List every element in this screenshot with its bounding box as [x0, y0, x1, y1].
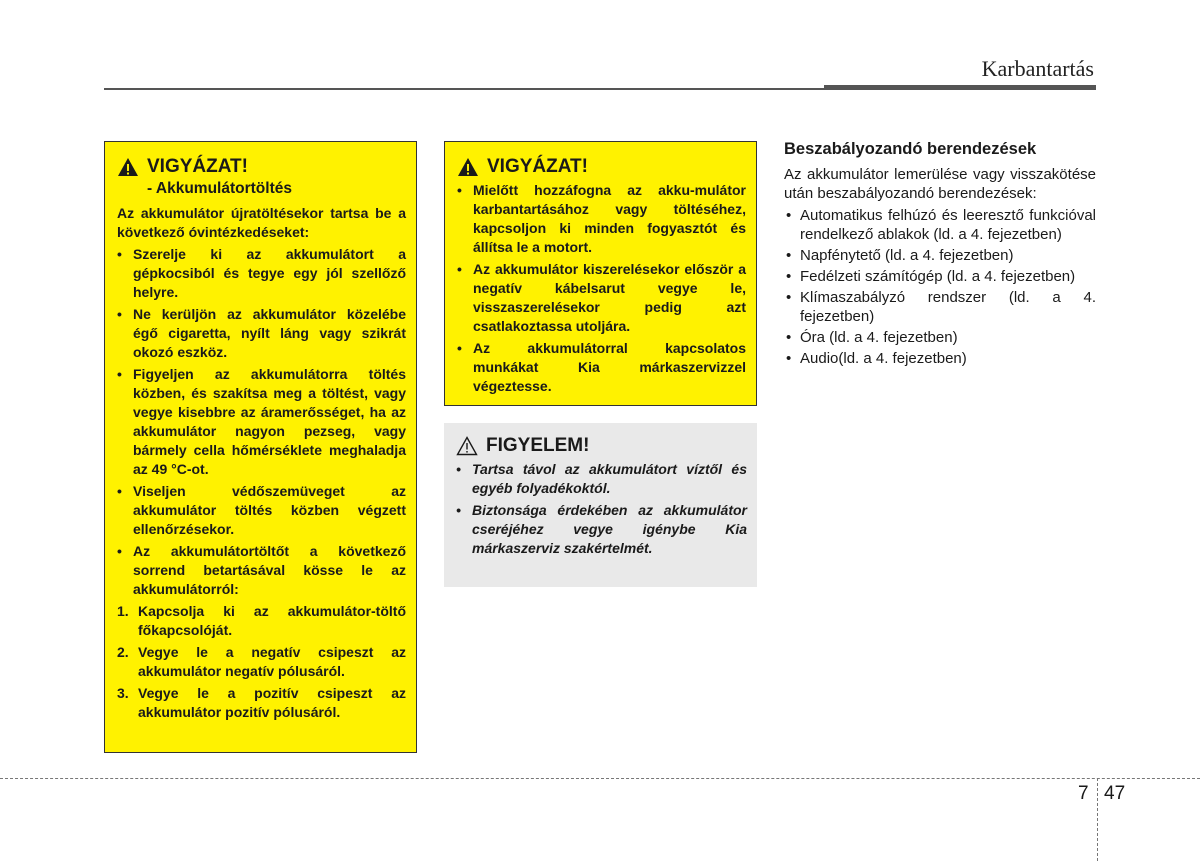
caution-triangle-icon: [456, 436, 478, 456]
page-chapter: 7: [1078, 783, 1089, 804]
caution-title: [456, 435, 747, 457]
list-item: 2. Vegye le a negatív csipeszt az akkumulátor negatív pólusáról.: [117, 644, 406, 679]
warning-triangle-icon: [117, 157, 139, 177]
page-number: 47: [1104, 783, 1126, 804]
warning-box-maintenance: [444, 141, 757, 406]
caution-bullet-list: [456, 460, 747, 558]
list-item: • Viseljen védőszemüveget az akkumulátor töltés közben végzett ellenőrzésekor.: [117, 482, 406, 539]
list-item: 1. Kapcsolja ki az akkumulátor-töltő főkapcsolóját.: [117, 603, 406, 638]
warning-triangle-icon: [457, 157, 479, 177]
list-item: • Óra (ld. a 4. fejezetben): [784, 328, 1096, 347]
warning-bullet-list: [457, 181, 746, 396]
device-list: [784, 206, 1096, 368]
list-item: • Napfénytető (ld. a 4. fejezetben): [784, 246, 1096, 265]
list-item: • Figyeljen az akkumulátorra töltés közben, és szakítsa meg a töltést, vagy vegye kisebbre az áramerősséget, ha az akkumulátor nagyon pezseg, vagy bármely cella hőmérséklete meghaladja az 49 °C-ot.: [117, 365, 406, 479]
warning-intro: Az akkumulátor újratöltésekor tartsa be a következő óvintézkedéseket:: [117, 205, 406, 240]
list-item: • Audio(ld. a 4. fejezetben): [784, 349, 1096, 368]
warning-subtitle: - Akkumulátortöltés: [147, 180, 292, 197]
warning-title: [457, 156, 746, 178]
list-item: • Automatikus felhúzó és leeresztő funkcióval rendelkező ablakok (ld. a 4. fejezetben): [784, 206, 1096, 244]
section-intro: Az akkumulátor lemerülése vagy visszakötése után beszabályozandó berendezések:: [784, 166, 1096, 202]
header-title: Karbantartás: [981, 56, 1094, 81]
list-item: • Szerelje ki az akkumulátort a gépkocsiból és tegye egy jól szellőző helyre.: [117, 245, 406, 302]
footer-divider: [0, 778, 1200, 779]
list-item: 3. Vegye le a pozitív csipeszt az akkumulátor pozitív pólusáról.: [117, 685, 406, 720]
list-item: • Az akkumulátorral kapcsolatos munkákat Kia márkaszervizzel végeztesse.: [457, 339, 746, 396]
adjustable-devices-section: [784, 140, 1096, 370]
section-heading: Beszabályozandó berendezések: [784, 140, 1037, 158]
caution-title-text: FIGYELEM!: [486, 435, 590, 456]
list-item: • Biztonsága érdekében az akkumulátor cseréjéhez vegye igénybe Kia márkaszerviz szakértelmét.: [456, 501, 747, 558]
list-item: • Klímaszabályzó rendszer (ld. a 4. fejezetben): [784, 288, 1096, 326]
list-item: • Az akkumulátor kiszerelésekor először a negatív kábelsarut vegye le, visszaszerelésekor pedig azt csatlakoztassa utoljára.: [457, 260, 746, 336]
list-item: • Fedélzeti számítógép (ld. a 4. fejezetben): [784, 267, 1096, 286]
caution-box: [444, 423, 757, 587]
warning-title-text: VIGYÁZAT!: [487, 156, 588, 177]
warning-box-charging: [104, 141, 417, 753]
header-rule-accent: [824, 85, 1096, 90]
list-item: • Az akkumulátortöltőt a következő sorrend betartásával kösse le az akkumulátorról:: [117, 542, 406, 599]
warning-title: [117, 156, 406, 178]
footer-vertical-divider: [1097, 778, 1098, 861]
warning-step-list: [117, 602, 406, 722]
warning-bullet-list: [117, 245, 406, 599]
list-item: • Ne kerüljön az akkumulátor közelébe égő cigaretta, nyílt láng vagy szikrát okozó eszköz.: [117, 305, 406, 362]
warning-title-text: VIGYÁZAT!: [147, 156, 248, 177]
list-item: • Tartsa távol az akkumulátort víztől és egyéb folyadékoktól.: [456, 460, 747, 498]
list-item: • Mielőtt hozzáfogna az akku-mulátor karbantartásához vagy töltéséhez, kapcsoljon ki minden fogyasztót és állítsa le a motort.: [457, 181, 746, 257]
